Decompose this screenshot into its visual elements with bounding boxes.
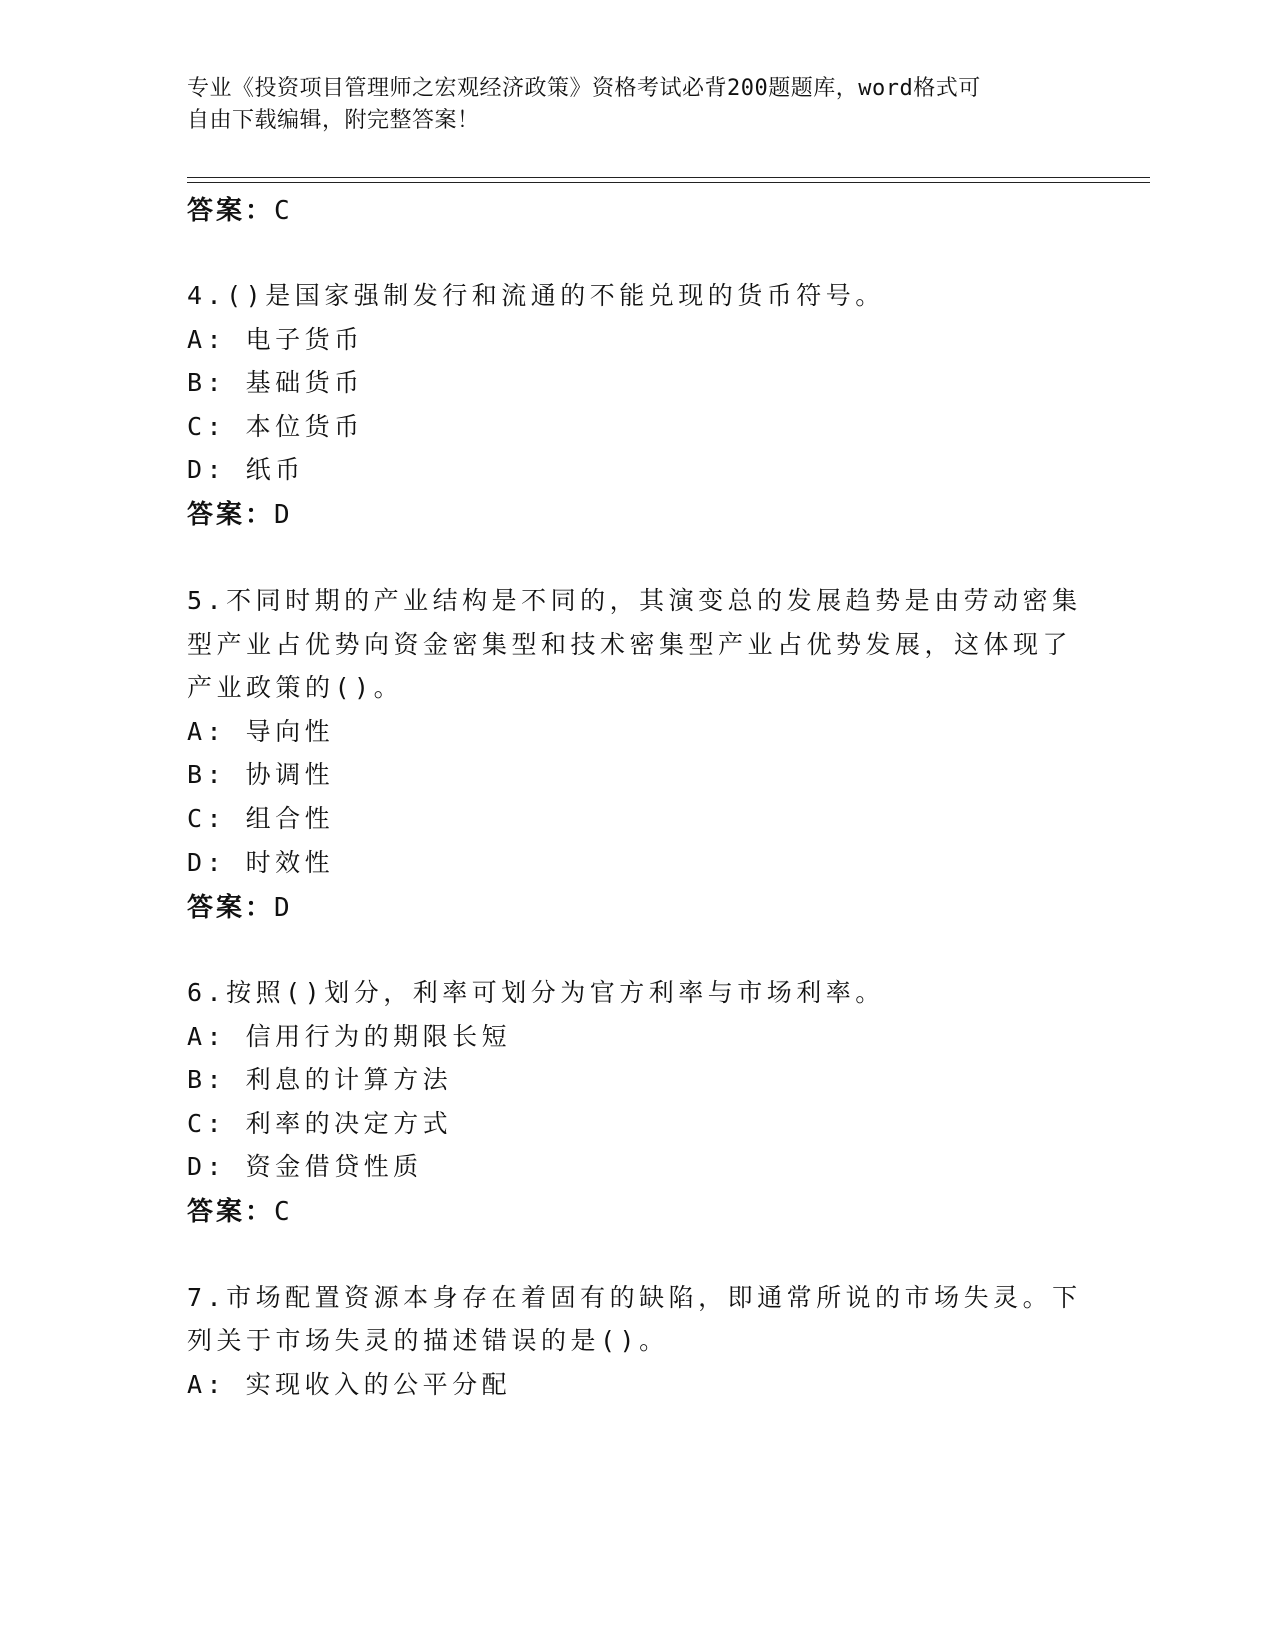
- question-6-option-b: B: 利息的计算方法: [187, 1065, 453, 1094]
- question-7-option-a: A: 实现收入的公平分配: [187, 1370, 512, 1399]
- question-5-text-line-2: 型产业占优势向资金密集型和技术密集型产业占优势发展，这体现了: [187, 630, 1073, 659]
- answer-value: C: [274, 196, 291, 226]
- answer-prev: [187, 190, 291, 227]
- question-5-option-d: D: 时效性: [187, 848, 335, 877]
- question-5-option-c: C: 组合性: [187, 804, 335, 833]
- question-4-option-c: C: 本位货币: [187, 412, 364, 441]
- answer-label: 答案：: [187, 196, 275, 226]
- question-6-answer: [187, 1191, 291, 1228]
- question-5-text-line-3: 产业政策的()。: [187, 673, 404, 702]
- question-6-option-a: A: 信用行为的期限长短: [187, 1022, 512, 1051]
- question-5-answer: [187, 887, 291, 924]
- answer-label: 答案：: [187, 1197, 275, 1227]
- header-line-1: 专业《投资项目管理师之宏观经济政策》资格考试必背200题题库，word格式可: [187, 76, 981, 101]
- header-rule-top: [187, 177, 1150, 178]
- question-4-option-a: A: 电子货币: [187, 325, 364, 354]
- question-7-text-line-2: 列关于市场失灵的描述错误的是()。: [187, 1326, 669, 1355]
- question-4-answer: [187, 494, 291, 531]
- question-6-option-c: C: 利率的决定方式: [187, 1109, 453, 1138]
- question-5-option-b: B: 协调性: [187, 760, 335, 789]
- answer-value: C: [274, 1197, 291, 1227]
- question-7-text-line-1: 7.市场配置资源本身存在着固有的缺陷，即通常所说的市场失灵。下: [187, 1283, 1082, 1312]
- header-rule-bottom: [187, 182, 1150, 183]
- answer-value: D: [274, 893, 291, 923]
- question-5-option-a: A: 导向性: [187, 717, 335, 746]
- header-line-2: 自由下载编辑，附完整答案！: [187, 108, 480, 133]
- question-4-option-b: B: 基础货币: [187, 368, 364, 397]
- question-6-text: 6.按照()划分，利率可划分为官方利率与市场利率。: [187, 978, 885, 1007]
- document-header: [187, 73, 1067, 137]
- question-4-text: 4.()是国家强制发行和流通的不能兑现的货币符号。: [187, 281, 885, 310]
- answer-value: D: [274, 500, 291, 530]
- question-4-option-d: D: 纸币: [187, 455, 305, 484]
- question-6-option-d: D: 资金借贷性质: [187, 1152, 423, 1181]
- question-5-text-line-1: 5.不同时期的产业结构是不同的，其演变总的发展趋势是由劳动密集: [187, 586, 1082, 615]
- answer-label: 答案：: [187, 893, 275, 923]
- answer-label: 答案：: [187, 500, 275, 530]
